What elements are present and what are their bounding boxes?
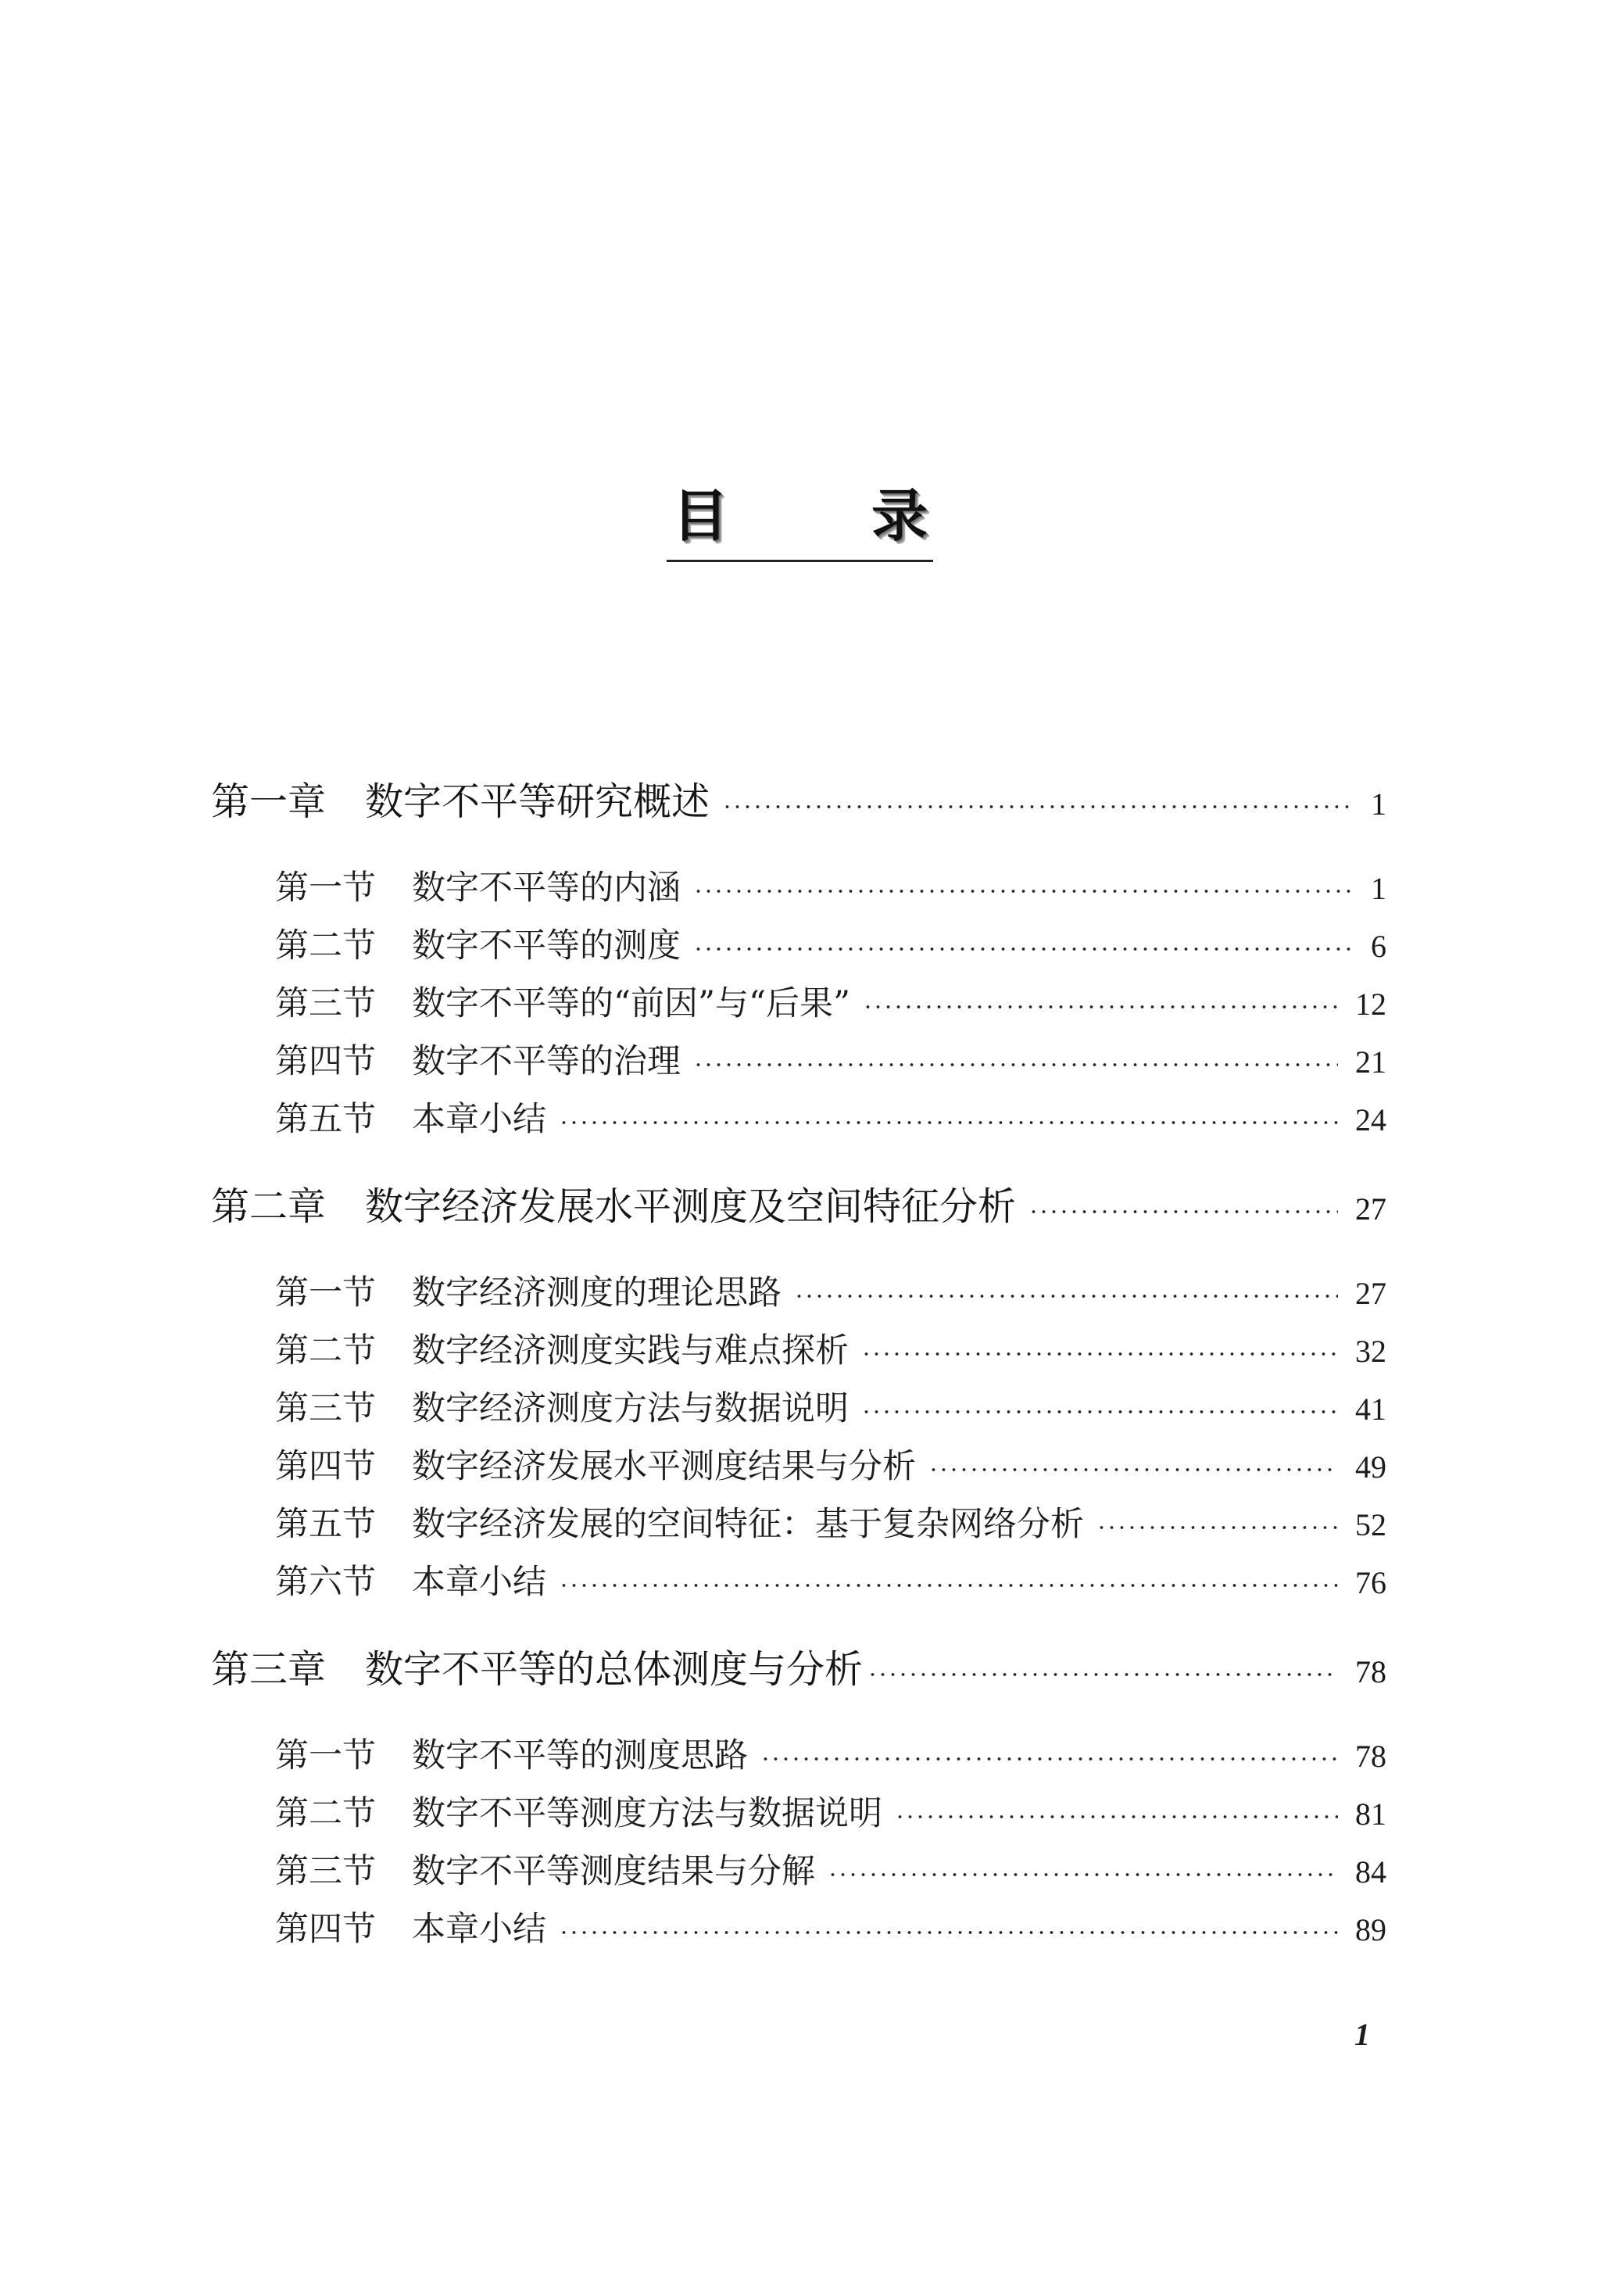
page-number: 78 — [1355, 1739, 1386, 1774]
section-label: 第三节 — [275, 1389, 376, 1428]
dot-leader — [861, 1352, 1338, 1356]
page-number: 27 — [1355, 1276, 1386, 1311]
section-row — [275, 917, 1386, 975]
section-label: 第五节 — [275, 1100, 376, 1139]
chapter-label: 第一章 — [211, 779, 327, 824]
section-title: 数字不平等测度方法与数据说明 — [412, 1794, 882, 1833]
page-number: 6 — [1371, 929, 1386, 964]
section-row — [275, 1033, 1386, 1091]
section-label: 第四节 — [275, 1042, 376, 1081]
page-title: 目录 — [667, 485, 933, 562]
section-row — [275, 1380, 1386, 1438]
section-row — [275, 1843, 1386, 1900]
section-label: 第二节 — [275, 1794, 376, 1833]
section-list — [211, 1264, 1386, 1611]
dot-leader — [559, 1121, 1338, 1124]
dot-leader — [1028, 1210, 1338, 1213]
section-row — [275, 859, 1386, 917]
dot-leader — [794, 1295, 1338, 1298]
dot-leader — [693, 1063, 1338, 1066]
chapter-row — [211, 1641, 1386, 1699]
chapter-title: 数字经济发展水平测度及空间特征分析 — [365, 1184, 1017, 1229]
folio-page-number: 1 — [1354, 2017, 1370, 2052]
page-number: 1 — [1371, 786, 1386, 822]
dot-leader — [863, 1005, 1338, 1008]
section-title: 数字不平等测度结果与分解 — [412, 1852, 815, 1891]
section-title: 数字经济测度实践与难点探析 — [412, 1331, 849, 1370]
dot-leader — [867, 1673, 1338, 1676]
dot-leader — [760, 1757, 1338, 1761]
chapter-label: 第三章 — [211, 1647, 327, 1692]
section-title: 数字不平等的“前因”与“后果” — [412, 984, 850, 1023]
section-label: 第二节 — [275, 926, 376, 965]
page-number: 32 — [1355, 1334, 1386, 1369]
section-label: 第一节 — [275, 1273, 376, 1313]
section-label: 第一节 — [275, 869, 376, 908]
dot-leader — [693, 890, 1354, 893]
chapter-label: 第二章 — [211, 1184, 327, 1229]
section-row — [275, 1322, 1386, 1380]
chapter-title: 数字不平等的总体测度与分析 — [365, 1647, 864, 1692]
section-row — [275, 1438, 1386, 1495]
page-number: 49 — [1355, 1449, 1386, 1485]
dot-leader — [693, 947, 1354, 951]
section-row — [275, 1727, 1386, 1785]
section-label: 第一节 — [275, 1736, 376, 1775]
page-number: 89 — [1355, 1912, 1386, 1947]
chapter-row — [211, 1178, 1386, 1236]
section-list — [211, 859, 1386, 1148]
chapter-row — [211, 773, 1386, 831]
dot-leader — [559, 1584, 1338, 1587]
page-number: 52 — [1355, 1507, 1386, 1542]
chapter-block — [211, 1641, 1386, 1958]
page-number: 81 — [1355, 1796, 1386, 1832]
section-label: 第四节 — [275, 1447, 376, 1486]
section-row — [275, 1900, 1386, 1958]
section-title: 数字不平等的测度思路 — [412, 1736, 748, 1775]
section-row — [275, 975, 1386, 1033]
section-row — [275, 1785, 1386, 1843]
page-number: 41 — [1355, 1392, 1386, 1427]
dot-leader — [559, 1931, 1338, 1934]
page-number: 12 — [1355, 987, 1386, 1022]
page-number: 84 — [1355, 1854, 1386, 1890]
page-number: 24 — [1355, 1102, 1386, 1137]
section-row — [275, 1495, 1386, 1553]
page-number: 1 — [1371, 871, 1386, 906]
section-label: 第二节 — [275, 1331, 376, 1370]
dot-leader — [1096, 1526, 1338, 1529]
dot-leader — [895, 1815, 1338, 1818]
section-label: 第三节 — [275, 1852, 376, 1891]
section-title: 数字不平等的内涵 — [412, 869, 681, 908]
dot-leader — [928, 1468, 1338, 1471]
section-title: 本章小结 — [412, 1100, 546, 1139]
chapter-title: 数字不平等研究概述 — [365, 779, 710, 824]
section-title: 数字经济发展的空间特征：基于复杂网络分析 — [412, 1505, 1084, 1544]
dot-leader — [828, 1873, 1338, 1876]
dot-leader — [861, 1410, 1338, 1413]
chapter-block — [211, 1178, 1386, 1611]
section-title: 本章小结 — [412, 1910, 546, 1949]
section-title: 数字不平等的测度 — [412, 926, 681, 965]
section-title: 本章小结 — [412, 1563, 546, 1602]
table-of-contents — [211, 773, 1386, 1958]
section-row — [275, 1553, 1386, 1611]
section-label: 第三节 — [275, 984, 376, 1023]
section-label: 第五节 — [275, 1505, 376, 1544]
section-label: 第六节 — [275, 1563, 376, 1602]
section-list — [211, 1727, 1386, 1958]
page-number: 27 — [1355, 1191, 1386, 1227]
page-number: 76 — [1355, 1565, 1386, 1600]
section-row — [275, 1091, 1386, 1148]
section-label: 第四节 — [275, 1910, 376, 1949]
page-number: 78 — [1355, 1654, 1386, 1689]
section-row — [275, 1264, 1386, 1322]
page-number: 21 — [1355, 1044, 1386, 1080]
section-title: 数字经济发展水平测度结果与分析 — [412, 1447, 916, 1486]
chapter-block — [211, 773, 1386, 1148]
section-title: 数字经济测度的理论思路 — [412, 1273, 782, 1313]
section-title: 数字不平等的治理 — [412, 1042, 681, 1081]
section-title: 数字经济测度方法与数据说明 — [412, 1389, 849, 1428]
dot-leader — [722, 805, 1354, 808]
